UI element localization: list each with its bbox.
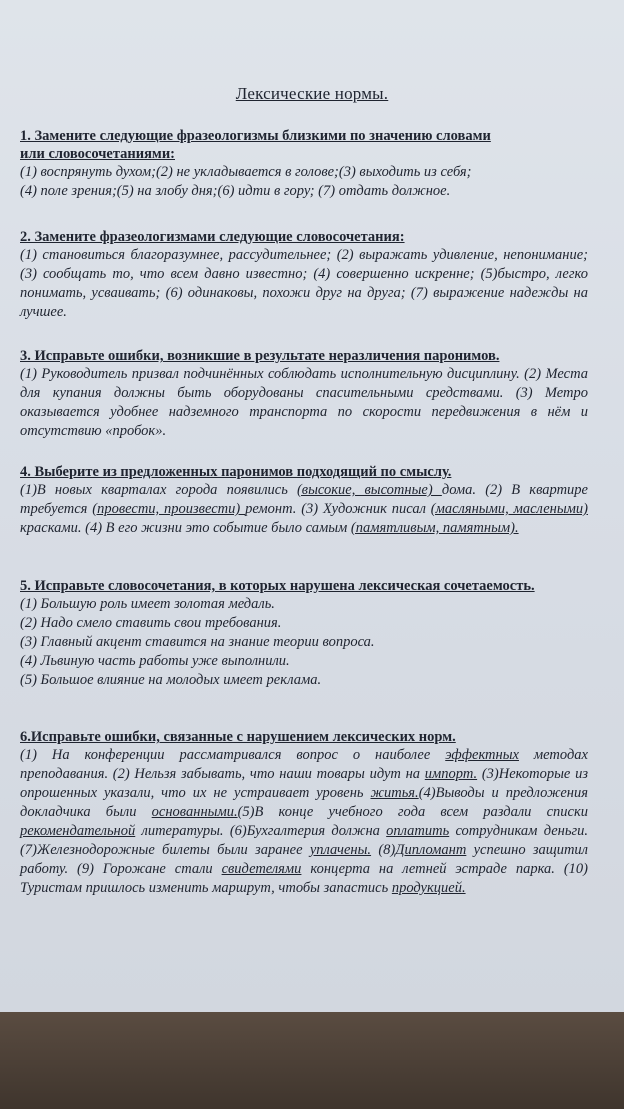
section-6-error-4: основанными.	[151, 804, 238, 820]
page-title: Лексические нормы.	[235, 84, 389, 103]
section-6-heading: 6.Исправьте ошибки, связанные с нарушением лексических норм.	[20, 729, 456, 745]
section-4-option-1: (высокие, высотные)	[296, 482, 442, 498]
section-3-heading: 3. Исправьте ошибки, возникшие в результате неразличения паронимов.	[20, 348, 500, 364]
section-4-text-1: (1)В новых кварталах города появились	[20, 482, 297, 498]
section-4-text-4: красками. (4) В его жизни это событие было самым	[20, 520, 351, 536]
section-6-error-2: импорт.	[424, 766, 478, 782]
section-6-text-4: (4)Выводы и предложения докладчика были	[20, 785, 588, 820]
section-4-body	[20, 481, 588, 538]
section-2-body: (1) становиться благоразумнее, рассудительнее; (2) выражать удивление, непонимание; (3) сообщать то, что всем давно известно; (4) совершенно искренне; (5)быстро, легко понимать, усваивать; (6) одинаковы, похожи друг на друга; (7) выражение надежды на лучшее.	[20, 247, 588, 320]
section-6-error-1: эффектных	[445, 747, 519, 763]
section-6-error-8: Дипломант	[395, 842, 467, 858]
section-4-option-4: (памятливым, памятным).	[350, 520, 519, 536]
section-6-text-10: концерта на летней эстраде парка. (10) Туристам пришлось изменить маршрут, чтобы запастись	[20, 861, 588, 896]
section-6-error-10: продукцией.	[391, 880, 466, 896]
section-1-heading-line-2: или словосочетаниями:	[20, 146, 175, 162]
section-5	[20, 577, 588, 690]
section-6-error-3: житья.	[370, 785, 419, 801]
section-4-heading: 4. Выберите из предложенных паронимов подходящий по смыслу.	[20, 464, 452, 480]
section-4-text-2: дома. (2) В квартире требуется	[20, 482, 588, 517]
section-4-option-3: (масляными, маслеными)	[430, 501, 588, 517]
section-1	[20, 127, 588, 201]
section-1-line-2: (4) поле зрения;(5) на злобу дня;(6) идти в гору; (7) отдать должное.	[20, 183, 451, 199]
section-3	[20, 347, 588, 441]
section-5-body	[20, 595, 588, 690]
section-6-text-5: (5)В конце учебного года всем раздали списки	[237, 804, 588, 820]
section-4	[20, 463, 588, 538]
section-1-heading	[20, 127, 588, 163]
section-6-text-7: сотрудникам деньги. (7)Железнодорожные билеты были заранее	[20, 823, 588, 858]
section-6-text-9: успешно защитил работу. (9) Горожане стали	[20, 842, 588, 877]
section-5-line-5: (5) Большое влияние на молодых имеет реклама.	[20, 672, 322, 688]
section-6-text-3: (3)Некоторые из опрошенных указали, что их не устраивает уровень	[20, 766, 588, 801]
section-5-line-3: (3) Главный акцент ставится на знание теории вопроса.	[20, 634, 375, 650]
section-4-option-2: (провести, произвести)	[92, 501, 246, 517]
section-6-error-6: оплатить	[386, 823, 450, 839]
section-3-body: (1) Руководитель призвал подчинённых соблюдать исполнительную дисциплину. (2) Места для купания должны быть оборудованы спасительными средствами. (3) Метро оказывается удобнее надземного транспорта по скорости передвижения в нём и отсутствию «пробок».	[20, 366, 588, 439]
section-6-text-1: (1) На конференции рассматривался вопрос о наиболее	[20, 747, 446, 763]
section-1-heading-line-1: 1. Замените следующие фразеологизмы близкими по значению словами	[20, 128, 491, 144]
section-2-heading: 2. Замените фразеологизмами следующие словосочетания:	[20, 229, 405, 245]
section-6-text-6: литературы. (6)Бухгалтерия должна	[135, 823, 387, 839]
section-6-text-8: (8)	[371, 842, 396, 858]
section-6-error-7: уплачены.	[309, 842, 372, 858]
section-5-line-4: (4) Львиную часть работы уже выполнили.	[20, 653, 290, 669]
section-1-line-1: (1) воспрянуть духом;(2) не укладывается в голове;(3) выходить из себя;	[20, 164, 472, 180]
section-5-heading: 5. Исправьте словосочетания, в которых нарушена лексическая сочетаемость.	[20, 578, 535, 594]
section-2	[20, 228, 588, 322]
section-6-error-5: рекомендательной	[20, 823, 136, 839]
section-5-line-2: (2) Надо смело ставить свои требования.	[20, 615, 282, 631]
section-5-line-1: (1) Большую роль имеет золотая медаль.	[20, 596, 275, 612]
table-surface	[0, 1012, 624, 1109]
section-6-body	[20, 746, 588, 898]
section-6-error-9: свидетелями	[221, 861, 302, 877]
section-6	[20, 728, 588, 898]
section-6-text-2: методах преподавания. (2) Нельзя забывать, что наши товары идут на	[20, 747, 588, 782]
section-4-text-3: ремонт. (3) Художник писал	[245, 501, 431, 517]
section-1-body	[20, 163, 588, 201]
